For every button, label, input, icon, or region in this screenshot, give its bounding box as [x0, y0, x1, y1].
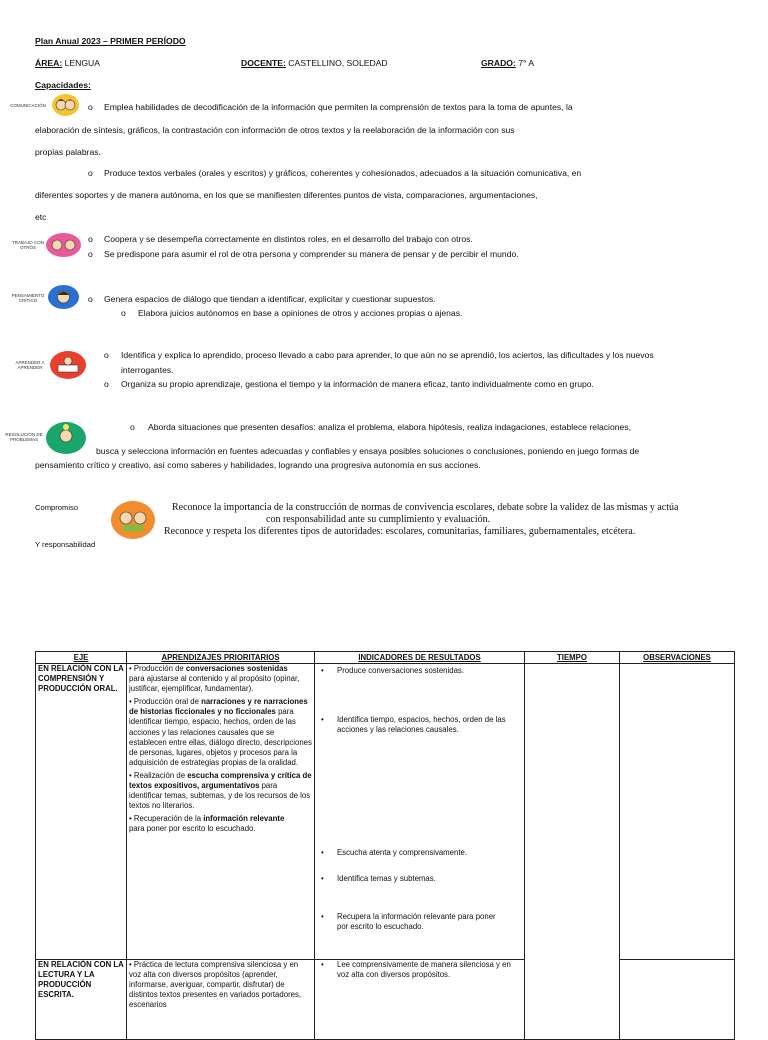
indicador-item: • Identifica tiempo, espacios, hechos, orden de las acciones y las relaciones causales. [317, 715, 523, 735]
docente-field [241, 58, 388, 68]
docente-label: DOCENTE: [241, 58, 286, 68]
aprendizaje-item [129, 664, 312, 694]
aprendizajes-cell [127, 664, 315, 960]
bullet: o [104, 379, 109, 389]
aprendizaje-item [129, 771, 312, 811]
area-label: ÁREA: [35, 58, 63, 68]
bullet: o [88, 234, 93, 244]
plan-table [35, 651, 735, 1040]
aprendizaje-prefix: • Recuperación de la [129, 814, 204, 824]
page-title: Plan Anual 2023 – PRIMER PERÍODO [35, 36, 186, 46]
eje-oral: EN RELACIÓN CON LA COMPRENSIÓN Y PRODUCCIÓN ORAL. [38, 664, 124, 694]
grado-value: 7° A [518, 58, 535, 68]
bullet: o [88, 102, 93, 112]
header-observaciones: OBSERVACIONES [620, 652, 735, 664]
header-eje: EJE [36, 652, 127, 664]
trabajo-line-1: Coopera y se desempeña correctamente en distintos roles, en el desarrollo del trabajo con otros. [104, 234, 473, 244]
tiempo-cell [525, 664, 620, 1040]
indicador-item: • Recupera la información relevante para poner por escrito lo escuchado. [317, 912, 507, 932]
compromiso-line-3: Reconoce y respeta los diferentes tipos de autoridades: escolares, comunitarias, familiares, gubernamentales, etcétera. [164, 526, 636, 537]
pensamiento-label: PENSAMIENTO CRÍTICO [11, 293, 45, 303]
eje-cell [36, 960, 127, 1040]
aprender-line-3: Organiza su propio aprendizaje, gestiona el tiempo y la información de manera eficaz, tanto individualmente como en grupo. [121, 379, 594, 389]
header-indicadores: INDICADORES DE RESULTADOS [315, 652, 525, 664]
comunicacion-icon [52, 94, 79, 116]
grado-field [481, 58, 534, 68]
table-row [36, 960, 735, 1040]
comunicacion-line-6: etc [35, 212, 47, 222]
header-aprendizajes: APRENDIZAJES PRIORITARIOS [127, 652, 315, 664]
compromiso-label: Compromiso [35, 503, 79, 512]
docente-value: CASTELLINO, SOLEDAD [288, 58, 388, 68]
observaciones-cell [620, 664, 735, 960]
compromiso-line-2: con responsabilidad ante su cumplimiento y evaluación. [266, 514, 491, 525]
table-header-row [36, 652, 735, 664]
comunicacion-line-4: Produce textos verbales (orales y escritos) y gráficos, coherentes y cohesionados, adecuados a la situación comunicativa, en [104, 168, 582, 178]
comunicacion-line-2: elaboración de síntesis, gráficos, la contrastación con información de otros textos y la reelaboración de la información con sus [35, 125, 515, 135]
grado-label: GRADO: [481, 58, 516, 68]
bullet: o [130, 422, 135, 432]
aprendizajes-cell [127, 960, 315, 1040]
comunicacion-line-1: Emplea habilidades de decodificación de la información que permiten la comprensión de textos para la toma de apuntes, la [104, 102, 573, 112]
area-value: LENGUA [64, 58, 100, 68]
aprendizaje-text: para poner por escrito lo escuchado. [129, 824, 256, 834]
pensamiento-line-1: Genera espacios de diálogo que tiendan a identificar, explicitar y cuestionar supuestos. [104, 294, 436, 304]
aprender-line-1: Identifica y explica lo aprendido, proceso llevado a cabo para aprender, lo que aún no se aprendió, los aciertos, las dificultades y los nuevos [121, 350, 654, 360]
aprendizaje-bold: información relevante [203, 814, 285, 824]
aprender-icon [50, 351, 86, 379]
bullet: o [121, 308, 126, 318]
aprendizaje-item: • Práctica de lectura comprensiva silenciosa y en voz alta con diversos propósitos (aprender, informarse, averiguar, compartir, disfrutar) de distintos textos presentes en variados portadores, escenarios [129, 960, 302, 1010]
trabajo-line-2: Se predispone para asumir el rol de otra persona y comprender su manera de pensar y de percibir el mundo. [104, 249, 519, 259]
aprender-line-2: interrogantes. [121, 365, 174, 375]
responsabilidad-label: Y responsabilidad [35, 540, 96, 549]
resolucion-line-2: busca y selecciona información en fuentes adecuadas y confiables y ensaya posibles soluciones o conclusiones, poniendo en juego formas de [96, 446, 640, 456]
compromiso-line-1: Reconoce la importancia de la construcción de normas de convivencia escolares, debate sobre la validez de las mismas y actúa [172, 502, 679, 513]
indicador-item: • Produce conversaciones sostenidas. [317, 666, 523, 676]
indicador-item: • Escucha atenta y comprensivamente. [317, 848, 523, 858]
indicadores-cell [315, 664, 525, 960]
resolucion-line-1: Aborda situaciones que presenten desafíos: analiza el problema, elabora hipótesis, realiza indagaciones, establece relaciones, [148, 422, 631, 432]
comunicacion-line-3: propias palabras. [35, 147, 101, 157]
indicador-item: • Identifica temas y subtemas. [317, 874, 523, 884]
pensamiento-line-2: Elabora juicios autónomos en base a opiniones de otros y acciones propias o ajenas. [138, 308, 463, 318]
comunicacion-line-5: diferentes soportes y de manera autónoma, en los que se manifiesten diferentes puntos de vista, comparaciones, argumentaciones, [35, 190, 538, 200]
aprendizaje-bold: escucha comprensiva y crítica de textos expositivos, argumentativos [129, 770, 312, 791]
header-tiempo: TIEMPO [525, 652, 620, 664]
aprendizaje-item [129, 697, 312, 768]
bullet: o [88, 294, 93, 304]
observaciones-cell [620, 960, 735, 1040]
trabajo-label: TRABAJO CON OTROS [11, 240, 44, 250]
bullet: o [88, 168, 93, 178]
aprendizaje-bold: conversaciones sostenidas [185, 664, 288, 673]
indicadores-cell [315, 960, 525, 1040]
capacidades-heading: Capacidades: [35, 80, 91, 90]
comunicacion-label: COMUNICACIÓN [10, 103, 46, 108]
aprendizaje-text: para ajustarse al contenido y al propósito (opinar, justificar, ejemplificar, fundamentar). [129, 674, 300, 694]
aprendizaje-item [129, 814, 312, 834]
aprendizaje-bold: narraciones y re narraciones de historias ficcionales y no ficcionales [129, 697, 308, 717]
pensamiento-icon [48, 285, 79, 309]
compromiso-icon [111, 501, 155, 539]
bullet: o [88, 249, 93, 259]
trabajo-icon [46, 233, 81, 257]
resolucion-icon [46, 422, 86, 454]
aprender-label: APRENDER A APRENDER [15, 360, 45, 370]
table-row [36, 664, 735, 960]
aprendizaje-prefix: • Producción de [129, 664, 186, 673]
aprendizaje-text: para identificar tiempo, espacio, hechos, orden de las acciones y las relaciones causales que se establecen entre ellas, diálogo directo, descripciones de personas, lugares, objetos y procesos para la adquisición de estrategias propias de la oralidad. [129, 707, 312, 767]
bullet: o [104, 350, 109, 360]
aprendizaje-prefix: • Realización de [129, 770, 188, 780]
resolucion-line-3: pensamiento crítico y creativo, así como saberes y habilidades, logrando una progresiva autonomía en sus acciones. [35, 460, 481, 470]
area-field [35, 58, 100, 68]
aprendizaje-prefix: • Producción oral de [129, 697, 202, 707]
aprendizaje-text: para identificar temas, subtemas, y de los recursos de los textos no literarios. [129, 781, 311, 811]
eje-cell [36, 664, 127, 960]
resolucion-label: RESOLUCIÓN DE PROBLEMAS [5, 432, 43, 442]
indicador-item: • Lee comprensivamente de manera silenciosa y en voz alta con diversos propósitos. [317, 960, 522, 980]
eje-escrita: EN RELACIÓN CON LA LECTURA Y LA PRODUCCIÓN ESCRITA. [38, 960, 124, 1000]
